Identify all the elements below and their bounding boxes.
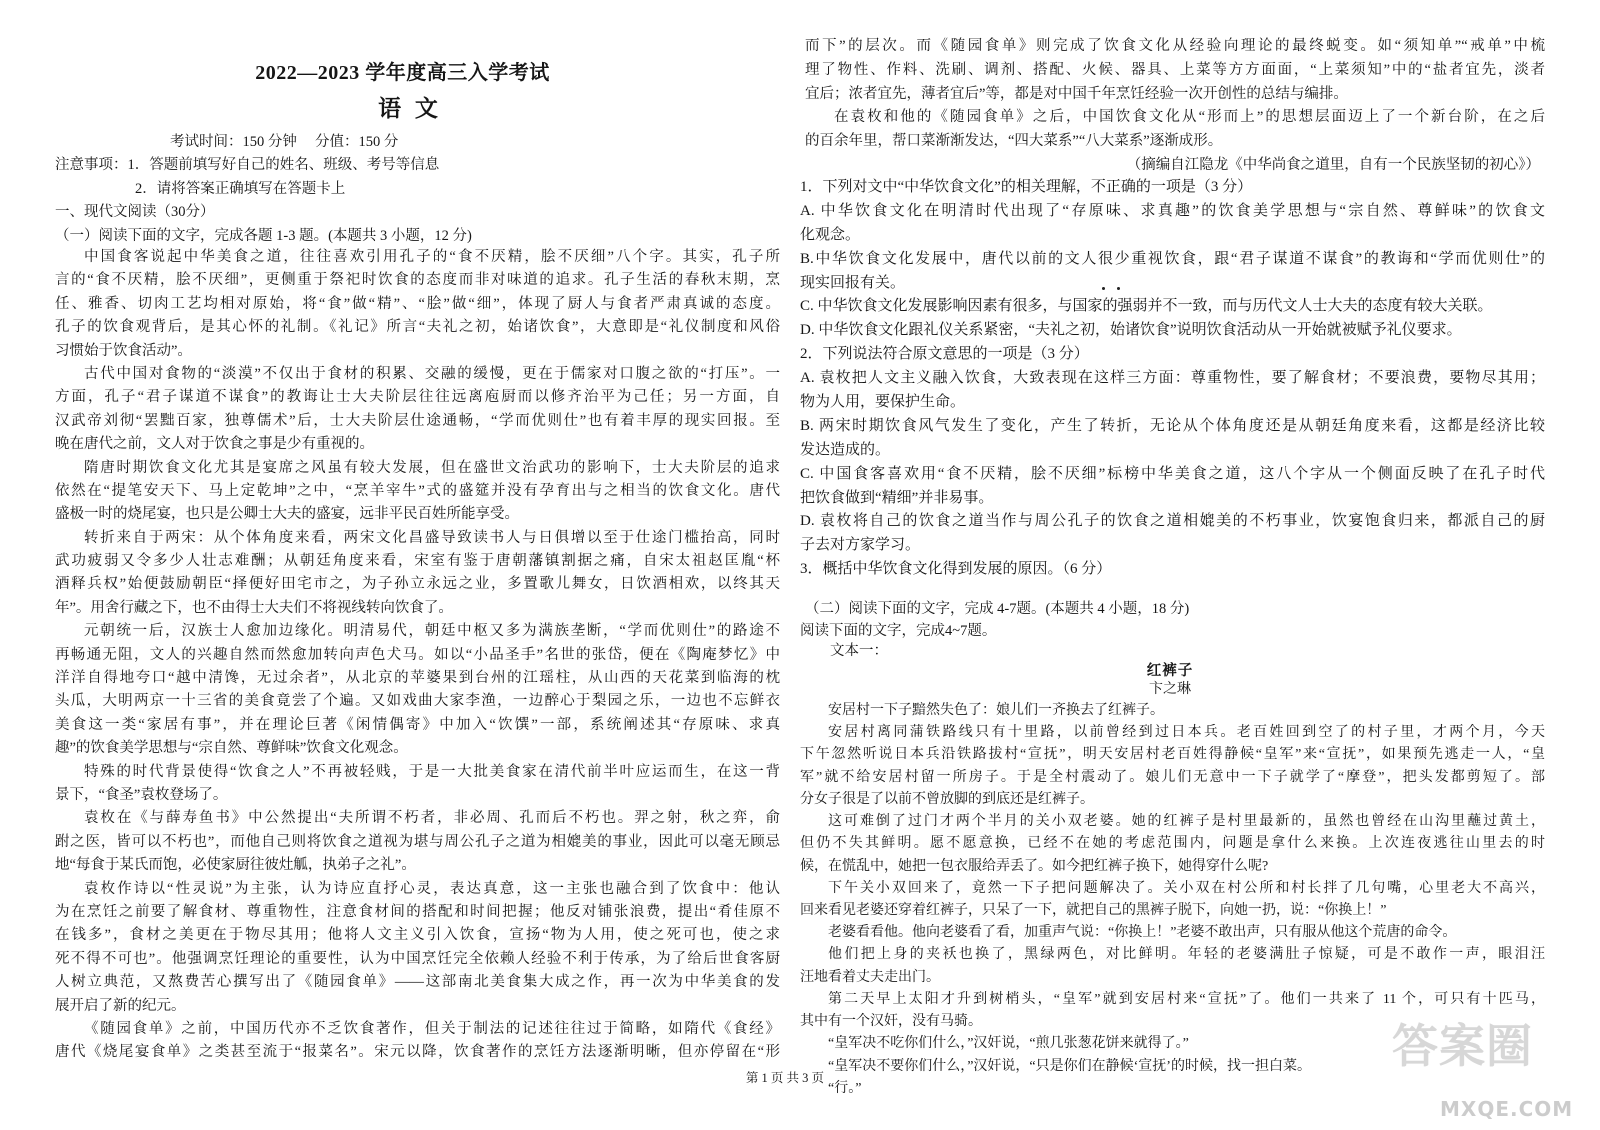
text-line: 老婆看看他。他向老婆看了看，加重声气说：“你换上！”老婆不敢出声，只有服从他这个荒唐的命令。 [828, 925, 1457, 941]
essay-paragraph [55, 761, 780, 808]
story-paragraph [800, 811, 1545, 878]
essay-paragraph [805, 106, 1545, 154]
question-line: C. 中国食客喜欢用“食不厌精，脍不厌细”标榜中华美食之道，这八个字从一个侧面反映了在孔子时代 [800, 465, 1545, 482]
text-line: 跗之医，皆可以不朽也”，而他自己则将饮食之道视为堪与周公孔子之道为相媲美的事业，因此可以毫无顾忌 [55, 833, 780, 850]
text-line: 其中有一个汉奸，没有马骑。 [800, 1014, 982, 1030]
notice-item-1: 注意事项：1．答题前填写好自己的姓名、班级、考号等信息 [55, 157, 440, 174]
text-line: 盛极一时的烧尾宴，也只是公卿士大夫的盛宴，远非平民百姓所能享受。 [55, 506, 519, 523]
text-line: 隋唐时期饮食文化尤其是宴席之风虽有较大发展，但在盛世文治武功的影响下，士大夫阶层的追求 [84, 459, 780, 476]
text-line: 习惯始于饮食活动”。 [55, 342, 192, 359]
text-line: 袁枚在《与薛寿鱼书》中公然提出“夫所谓不朽者，非必周、孔而后不朽也。羿之射，秋之弈，俞 [84, 810, 780, 827]
question-item [800, 367, 1545, 415]
text-line: 在袁枚和他的《随园食单》之后，中国饮食文化从“形而上”的思想层面迈上了一个新台阶，在之后 [834, 109, 1545, 126]
part-heading: （一）阅读下面的文字，完成各题 1-3 题。(本题共 3 小题，12 分) [55, 227, 472, 244]
text-line: 景下，“食圣”袁枚登场了。 [55, 786, 228, 803]
subject-title: 语 文 [378, 96, 442, 121]
essay-paragraph [55, 620, 780, 760]
story-paragraph [800, 700, 1545, 722]
question-line: C. 中华饮食文化发展影响因素有很多，与国家的强弱并不一致，而与历代文人士大夫的态度有较大关联。 [800, 298, 1493, 315]
text-line: 回来看见老婆还穿着红裤子，只呆了一下，就把自己的黑裤子脱下，向她一扔，说：“你换上！” [800, 902, 1387, 918]
text-line: 唐代《烧尾宴食单》之类甚至流于“报菜名”。宋元以降，饮食著作的烹饪方法逐渐明晰，但亦停留在“形 [55, 1044, 780, 1061]
story-paragraph [800, 722, 1545, 811]
text-line: 年”。用舍行藏之下，也不由得士大夫们不将视线转向饮食了。 [55, 599, 453, 616]
emphasis-dot [1117, 287, 1120, 290]
question-item [800, 176, 1545, 200]
text-line: 这可难倒了过门才两个半月的关小双老婆。她的红裤子是村里最新的，虽然也曾经在山沟里蘸过黄土， [828, 814, 1545, 830]
section-heading: 一、现代文阅读（30分） [55, 204, 215, 221]
essay-paragraph [55, 1018, 780, 1065]
text-line: 理了物性、作料、洗刷、调剂、搭配、火候、器具、上菜等方方面面，“上菜须知”中的“盐者宜先，淡者 [805, 61, 1545, 78]
notice-item-2: 2．请将答案正确填写在答题卡上 [135, 180, 346, 197]
text-line: 军”就不给安居村留一所房子。于是全村震动了。娘儿们无意中一下子就学了“摩登”，把头发都剪短了。部 [800, 769, 1545, 785]
essay-text [55, 246, 780, 1065]
text-line: 再畅通无阻，文人的兴趣自然而然愈加转向声色犬马。如以“小品圣手”名世的张岱，便在《陶庵梦忆》中 [55, 646, 780, 663]
text-line: 宜后；浓者宜先，薄者宜后”等，都是对中国千年烹饪经验一次开创性的总结与编排。 [805, 85, 1348, 102]
text-line: 袁枚作诗以“性灵说”为主张，认为诗应直抒心灵，表达真意，这一主张也融合到了饮食中：他认 [84, 880, 780, 897]
text-line: 元朝统一后，汉族士人愈加边缘化。明清易代，朝廷中枢又多为满族垄断，“学而优则仕”的路途不 [84, 623, 780, 640]
text-line: 美食这一类“家居有事”，并在理论巨著《闲情偶寄》中加入“饮馔”一部，系统阐述其“存原味、求真 [55, 716, 780, 733]
essay-paragraph [55, 457, 780, 527]
essay-paragraph [55, 527, 780, 621]
question-line: 化观念。 [800, 226, 861, 243]
question-line: 2．下列说法符合原文意思的一项是（3 分） [800, 346, 1089, 363]
text-line: “行。” [828, 1080, 862, 1096]
text-line: 言的“食不厌精，脍不厌细”，更侧重于祭祀时饮食的态度而非对味道的追求。孔子生活的春秋末期，烹 [55, 272, 780, 289]
essay-continued-paragraphs [805, 35, 1545, 154]
text-line: 洋洋自得地夸口“越中清馋，无过余者”，从北京的苹婆果到台州的江瑶柱，从山西的天花菜到临海的枕 [55, 670, 780, 687]
text-line: 第二天早上太阳才升到树梢头，“皇军”就到安居村来“宣抚”了。他们一共来了 11 个，可只有十匹马， [828, 991, 1545, 1007]
page-number: 第 1 页 共 3 页 [745, 1071, 825, 1085]
text-line: 他们把上身的夹袄也换了，黑绿两色，对比鲜明。年轻的老婆满肚子惊疑，可是不敢作一声，眼泪汪 [828, 947, 1545, 963]
story-paragraph [800, 944, 1545, 988]
text-line: 武功疲弱又令多少人壮志难酬；从朝廷角度来看，宋室有鉴于唐朝藩镇割据之痛，自宋太祖赵匡胤“杯 [55, 553, 780, 570]
text-line: 分女子很是了以前不曾放脚的到底还是红裤子。 [800, 791, 1094, 807]
question-line: D. 中华饮食文化跟礼仪关系紧密，“夫礼之初，始诸饮食”说明饮食活动从一开始就被赋予礼仪要求。 [800, 322, 1462, 339]
essay-continued [805, 35, 1545, 176]
exam-info: 考试时间：150 分钟 分值：150 分 [170, 134, 399, 150]
text-line: 孔子的饮食观背后，是其心怀的礼制。《礼记》所言“夫礼之初，始诸饮食”，大意即是“礼仪制度和风俗 [55, 319, 780, 336]
story-author: 卞之琳 [1149, 682, 1191, 697]
question-item [800, 319, 1545, 343]
text-line: 头瓜，大明两京一十三省的美食竟尝了个遍。又如戏曲大家李渔，一边醉心于梨园之乐，一边也不忘鲜衣 [55, 693, 780, 710]
question-line: D. 袁枚将自己的饮食之道当作与周公孔子的饮食之道相媲美的不朽事业，饮宴饱食归来，都派自己的厨 [800, 513, 1545, 530]
text-line: 方面，孔子“君子谋道不谋食”的教诲让士大夫阶层往往远离庖厨而以修齐治平为己任；另一方面，自 [55, 389, 780, 406]
story-title: 红裤子 [1146, 663, 1194, 679]
essay-paragraph [55, 246, 780, 363]
question-line: B.中华饮食文化发展中，唐代以前的文人很少重视饮食，跟“君子谋道不谋食”的教诲和“学而优则仕”的 [800, 250, 1545, 267]
question-item [800, 200, 1545, 248]
text-line: 展开启了新的纪元。 [55, 997, 186, 1014]
part-2-instruction: 阅读下面的文字，完成4~7题。 [800, 623, 997, 639]
question-list [800, 176, 1545, 582]
question-line: 子去对方家学习。 [800, 537, 921, 554]
essay-paragraph [55, 807, 780, 877]
text-line: 候，在慌乱中，她把一包衣服给弄丢了。如今把红裤子换下，她得穿什么呢? [800, 858, 1269, 874]
question-item [800, 343, 1545, 367]
question-item [800, 248, 1545, 296]
question-line: A. 袁枚把人文主义融入饮食，大致表现在这样三方面：尊重物性，要了解食材；不要浪费，要物尽其用； [800, 370, 1545, 387]
text-line: 任、雅香、切肉工艺均相对原始，将“食”做“精”、“脍”做“细”，体现了厨人与食者严肃真诚的态度。 [55, 295, 780, 312]
essay-paragraph [55, 363, 780, 457]
text-line: 死不得不可也”。他强调烹饪理论的重要性，认为中国烹饪完全依赖人经验不利于传承，为了给后世食客厨 [55, 950, 780, 967]
exam-title: 2022—2023 学年度高三入学考试 [255, 62, 550, 84]
essay-paragraph [805, 35, 1545, 106]
essay-source: （摘编自江隐龙《中华尚食之道里，自有一个民族坚韧的初心》） [1126, 156, 1540, 173]
question-line: 发达造成的。 [800, 441, 891, 458]
essay-paragraph [55, 878, 780, 1018]
text-line: 特殊的时代背景使得“饮食之人”不再被轻贱，于是一大批美食家在清代前半叶应运而生，在这一背 [84, 763, 780, 780]
question-line: A. 中华饮食文化在明清时代出现了“存原味、求真趣”的饮食美学思想与“宗自然、尊鲜味”的饮食文 [800, 202, 1545, 219]
text-line: 转折来自于两宋：从个体角度来看，两宋文化昌盛导致读书人与日俱增以至于仕途门槛抬高，同时 [84, 529, 780, 546]
question-item [800, 558, 1545, 582]
question-line: 把饮食做到“精细”并非易事。 [800, 489, 994, 506]
story-paragraph [800, 922, 1545, 944]
text-label: 文本一： [830, 643, 888, 659]
question-item [800, 510, 1545, 558]
text-line: 地“每食于某氏而饱，必使家厨往彼灶觚，执弟子之礼”。 [55, 857, 416, 874]
text-line: 趣”的饮食美学思想与“宗自然、尊鲜味”饮食文化观念。 [55, 740, 408, 757]
text-line: 古代中国对食物的“淡漠”不仅出于食材的积累、交融的缓慢，更在于儒家对口腹之欲的“打压”。一 [84, 365, 780, 382]
question-item [800, 463, 1545, 511]
text-line: 依然在“提笔安天下、马上定乾坤”之中，“烹羊宰牛”式的盛筵并没有孕育出与之相当的饮食文化。唐代 [55, 482, 780, 499]
watermark-logo: 答案圈 [1392, 1019, 1533, 1073]
question-item [800, 415, 1545, 463]
emphasis-dot [1102, 287, 1105, 290]
text-line: 酒释兵权”始便鼓励朝臣“择便好田宅市之，为子孙立永远之业，多置歌儿舞女，日饮酒相欢，以终其天 [55, 576, 780, 593]
question-line: 1．下列对文中“中华饮食文化”的相关理解，不正确的一项是（3 分） [800, 179, 1253, 195]
story-paragraph [800, 878, 1545, 922]
text-line: 下午关小双回来了，竟然一下子把问题解决了。关小双在村公所和村长拌了几句嘴，心里老大不高兴， [828, 880, 1545, 896]
text-line: “皇军决不要你们什么，”汉奸说，“只是你们在静候‘宣抚’的时候，找一担白菜。 [828, 1058, 1311, 1074]
text-line: 的百余年里，帮口菜渐渐发达，“四大菜系”“八大菜系”逐渐成形。 [805, 133, 1223, 149]
text-line: 为在烹饪之前要了解食材、尊重物性，注意食材间的搭配和时间把握；他反对铺张浪费，提出“肴佳原不 [55, 903, 780, 920]
text-line: “皇军决不吃你们什么，”汉奸说，“煎几张葱花饼来就得了。” [828, 1036, 1189, 1052]
question-line: 现实回报有关。 [800, 274, 906, 291]
text-line: 人树立典范，又熬费苦心撰写出了《随园食单》——这部南北美食集大成之作，再一次为中华美食的发 [55, 974, 780, 991]
text-line: 安居村离同蒲铁路线只有十里路，以前曾经到过日本兵。老百姓回到空了的村子里，才两个月，今天 [828, 725, 1545, 741]
text-line: 下午忽然听说日本兵沿铁路拔村“宣抚”，明天安居村老百姓得静候“皇军”来“宣抚”，如果预先逃走一人，“皇 [800, 747, 1545, 763]
part-2-heading: （二）阅读下面的文字，完成 4-7题。(本题共 4 小题，18 分) [805, 601, 1190, 617]
question-line: 物为人用，要保护生命。 [800, 394, 966, 411]
text-line: 而下”的层次。而《随园食单》则完成了饮食文化从经验向理论的最终蜕变。如“须知单”“戒单”中梳 [805, 38, 1545, 54]
text-line: 汉武帝刘彻“罢黜百家，独尊儒术”后，士大夫阶层仕途通畅，“学而优则仕”也有着丰厚的现实回报。至 [55, 412, 780, 429]
text-line: 但仍不失其鲜明。愿不愿意换，已经不在她的考虑范围内，问题是拿什么来换。上次连夜逃往山里去的时 [800, 836, 1545, 852]
watermark-url: MXQE.COM [1440, 1097, 1574, 1121]
question-line: 3．概括中华饮食文化得到发展的原因。（6 分） [800, 561, 1112, 578]
text-line: 安居村一下子黯然失色了：娘儿们一齐换去了红裤子。 [828, 703, 1164, 718]
question-line: B. 两宋时期饮食风气发生了变化，产生了转折，无论从个体角度还是从朝廷角度来看，这都是经济比较 [800, 417, 1545, 434]
text-line: 《随园食单》之前，中国历代亦不乏饮食著作，但关于制法的记述往往过于简略，如隋代《食经》 [84, 1020, 780, 1037]
text-line: 晚在唐代之前，文人对于饮食之事是少有重视的。 [55, 436, 374, 453]
text-line: 在钱多”，食材之美更在于物尽其用；他将人文主义引入饮食，宣扬“物为人用，使之死可也，使之求 [55, 927, 780, 944]
text-line: 汪地看着丈夫走出门。 [800, 969, 940, 985]
text-line: 中国食客说起中华美食之道，往往喜欢引用孔子的“食不厌精，脍不厌细”八个字。其实，孔子所 [84, 249, 780, 265]
question-item [800, 295, 1545, 319]
